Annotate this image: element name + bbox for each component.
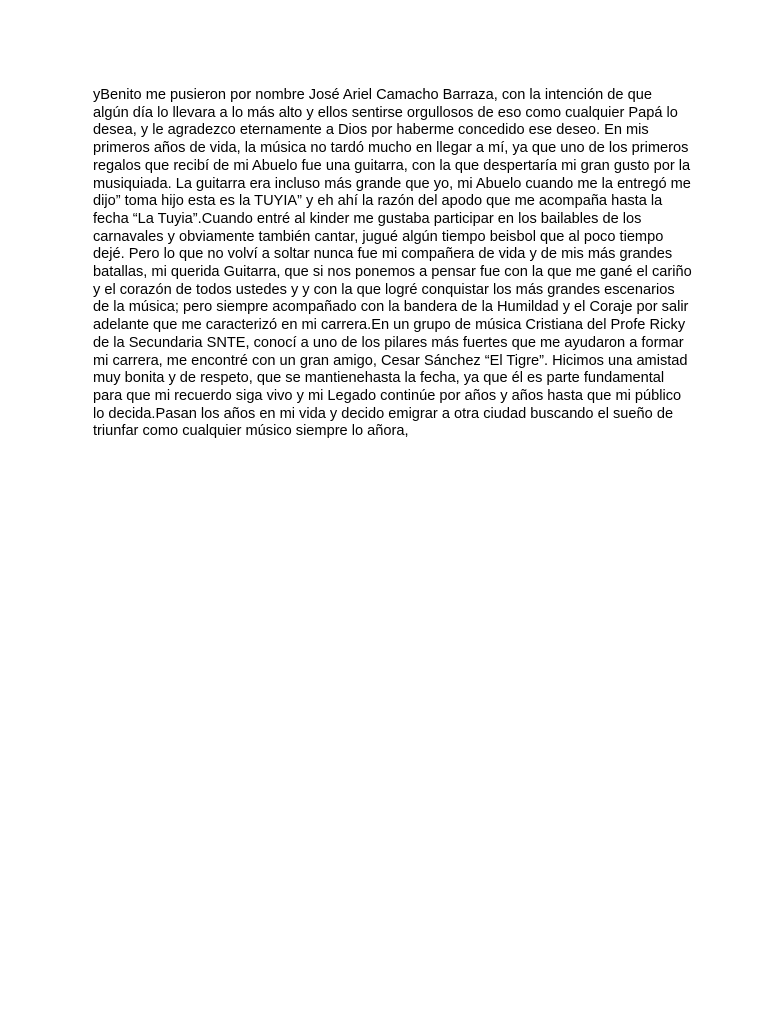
text-line: para que mi recuerdo siga vivo y mi Legado continúe por años y años hasta que mi público: [93, 387, 682, 404]
text-line: adelante que me caracterizó en mi carrera.En un grupo de música Cristiana del Profe Ricky: [93, 317, 686, 334]
text-line: triunfar como cualquier músico siempre lo añora,: [93, 423, 409, 440]
text-line: musiquiada. La guitarra era incluso más grande que yo, mi Abuelo cuando me la entregó me: [93, 175, 691, 192]
text-line: yBenito me pusieron por nombre José Ariel Camacho Barraza, con la intención de que: [93, 87, 652, 103]
text-line: fecha “La Tuyia”.Cuando entré al kinder me gustaba participar en los bailables de los: [93, 210, 642, 227]
text-line: regalos que recibí de mi Abuelo fue una guitarra, con la que despertaría mi gran gusto por la: [93, 157, 691, 174]
body-paragraph: [93, 87, 692, 441]
text-line: muy bonita y de respeto, que se mantienehasta la fecha, ya que él es parte fundamental: [93, 370, 665, 387]
text-line: algún día lo llevara a lo más alto y ellos sentirse orgullosos de eso como cualquier Papá lo: [93, 104, 678, 121]
text-line: primeros años de vida, la música no tardó mucho en llegar a mí, ya que uno de los primeros: [93, 140, 689, 157]
text-line: mi carrera, me encontré con un gran amigo, Cesar Sánchez “El Tigre”. Hicimos una amistad: [93, 352, 688, 369]
text-line: de la Secundaria SNTE, conocí a uno de los pilares más fuertes que me ayudaron a formar: [93, 334, 684, 351]
text-line: dejé. Pero lo que no volví a soltar nunca fue mi compañera de vida y de mis más grandes: [93, 246, 673, 263]
text-line: carnavales y obviamente también cantar, jugué algún tiempo beisbol que al poco tiempo: [93, 228, 664, 245]
text-line: de la música; pero siempre acompañado con la bandera de la Humildad y el Coraje por salir: [93, 299, 689, 316]
text-line: lo decida.Pasan los años en mi vida y decido emigrar a otra ciudad buscando el sueño de: [93, 405, 674, 422]
text-line: desea, y le agradezco eternamente a Dios por haberme concedido ese deseo. En mis: [93, 122, 649, 139]
text-line: y el corazón de todos ustedes y y con la que logré conquistar los más grandes escenarios: [93, 281, 675, 298]
text-line: dijo” toma hijo esta es la TUYIA” y eh ahí la razón del apodo que me acompaña hasta la: [93, 193, 663, 210]
text-line: batallas, mi querida Guitarra, que si nos ponemos a pensar fue con la que me gané el cariño: [93, 264, 692, 281]
